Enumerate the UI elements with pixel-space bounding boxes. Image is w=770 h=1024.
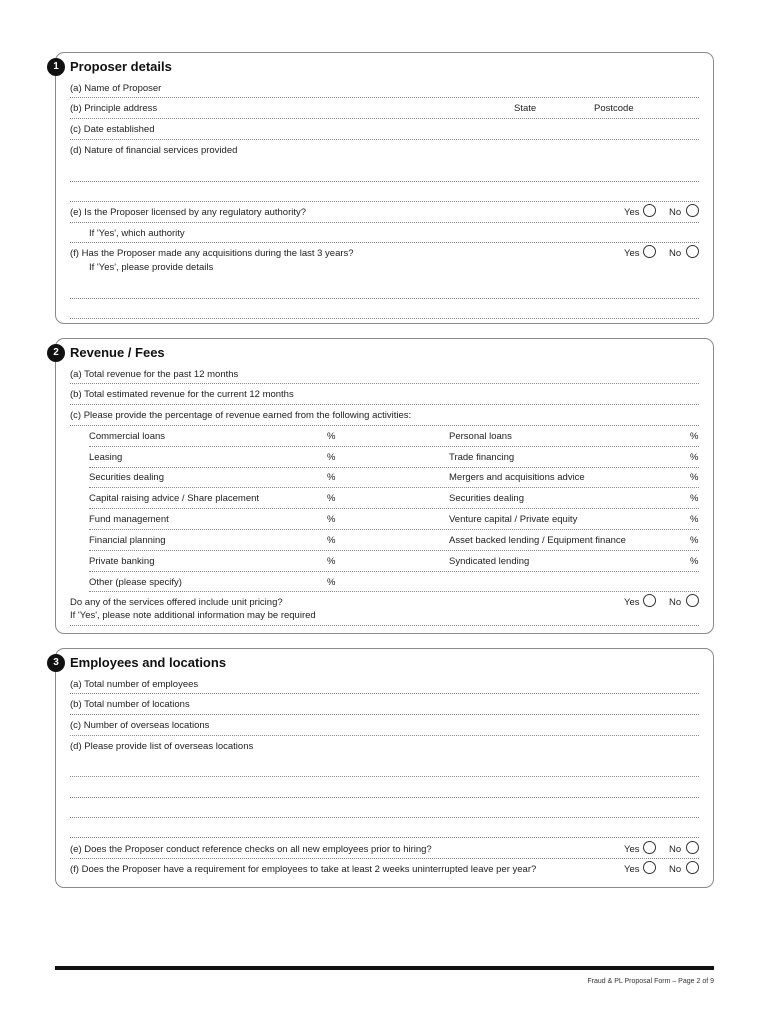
label-yes: Yes bbox=[624, 597, 640, 608]
activity-right-label: Trade financing bbox=[449, 452, 515, 463]
section-employees-locations bbox=[55, 648, 714, 888]
label-no: No bbox=[669, 597, 682, 608]
activity-field[interactable] bbox=[89, 571, 699, 572]
label-yes: Yes bbox=[624, 248, 640, 259]
pct-sign: % bbox=[690, 556, 699, 567]
field-total-employees[interactable] bbox=[70, 693, 699, 694]
section-title: Employees and locations bbox=[70, 655, 227, 670]
activity-field[interactable] bbox=[89, 487, 699, 488]
pct-sign: % bbox=[327, 535, 336, 546]
activity-right-label: Venture capital / Private equity bbox=[449, 514, 578, 525]
label-no: No bbox=[669, 207, 682, 218]
label-total-revenue-past: (a) Total revenue for the past 12 months bbox=[70, 369, 239, 380]
label-total-revenue-current: (b) Total estimated revenue for the current 12 months bbox=[70, 389, 294, 400]
pct-sign: % bbox=[327, 556, 336, 567]
label-unit-pricing-note: If 'Yes', please note additional information may be required bbox=[70, 610, 316, 621]
radio-leave-yes[interactable] bbox=[643, 861, 656, 874]
label-total-employees: (a) Total number of employees bbox=[70, 679, 199, 690]
radio-reference-checks-no[interactable] bbox=[686, 841, 699, 854]
field-overseas-list-2[interactable] bbox=[70, 797, 699, 798]
field-which-authority[interactable] bbox=[70, 242, 699, 243]
radio-acquisitions-no[interactable] bbox=[686, 245, 699, 258]
pct-sign: % bbox=[327, 493, 336, 504]
radio-acquisitions-yes[interactable] bbox=[643, 245, 656, 258]
activity-right-label: Syndicated lending bbox=[449, 556, 530, 567]
pct-sign: % bbox=[690, 452, 699, 463]
label-total-locations: (b) Total number of locations bbox=[70, 699, 190, 710]
field-principle-address[interactable] bbox=[70, 118, 699, 119]
activity-left-label: Financial planning bbox=[89, 535, 166, 546]
label-acquisitions-question: (f) Has the Proposer made any acquisitions during the last 3 years? bbox=[70, 248, 354, 259]
activity-field[interactable] bbox=[89, 467, 699, 468]
label-reference-checks-question: (e) Does the Proposer conduct reference checks on all new employees prior to hiring? bbox=[70, 844, 432, 855]
activity-field[interactable] bbox=[89, 446, 699, 447]
label-acquisitions-details: If 'Yes', please provide details bbox=[89, 262, 214, 273]
field-date-established[interactable] bbox=[70, 139, 699, 140]
activity-left-label: Private banking bbox=[89, 556, 155, 567]
field-overseas-list-1[interactable] bbox=[70, 776, 699, 777]
activity-field[interactable] bbox=[89, 550, 699, 551]
page-footer: Fraud & PL Proposal Form – Page 2 of 9 bbox=[587, 978, 714, 985]
pct-sign: % bbox=[690, 493, 699, 504]
label-yes: Yes bbox=[624, 864, 640, 875]
section-proposer-details bbox=[55, 52, 714, 324]
pct-sign: % bbox=[327, 472, 336, 483]
pct-sign: % bbox=[327, 514, 336, 525]
field-nature-of-services-1[interactable] bbox=[70, 181, 699, 182]
label-no: No bbox=[669, 864, 682, 875]
radio-leave-no[interactable] bbox=[686, 861, 699, 874]
section-title: Proposer details bbox=[70, 59, 172, 74]
section-title: Revenue / Fees bbox=[70, 345, 165, 360]
section-number-badge: 2 bbox=[47, 344, 65, 362]
pct-sign: % bbox=[327, 452, 336, 463]
pct-sign: % bbox=[327, 431, 336, 442]
radio-unit-pricing-yes[interactable] bbox=[643, 594, 656, 607]
label-postcode: Postcode bbox=[594, 103, 634, 114]
label-yes: Yes bbox=[624, 844, 640, 855]
pct-sign: % bbox=[690, 535, 699, 546]
label-no: No bbox=[669, 248, 682, 259]
field-name-of-proposer[interactable] bbox=[70, 97, 699, 98]
divider bbox=[70, 222, 699, 223]
radio-reference-checks-yes[interactable] bbox=[643, 841, 656, 854]
section-number-badge: 1 bbox=[47, 58, 65, 76]
field-overseas-list-3[interactable] bbox=[70, 817, 699, 818]
activity-field[interactable] bbox=[89, 591, 699, 592]
field-acquisitions-details-2[interactable] bbox=[70, 318, 699, 319]
radio-unit-pricing-no[interactable] bbox=[686, 594, 699, 607]
section-revenue-fees bbox=[55, 338, 714, 634]
radio-licensed-no[interactable] bbox=[686, 204, 699, 217]
activity-left-label: Capital raising advice / Share placement bbox=[89, 493, 260, 504]
field-total-revenue-current[interactable] bbox=[70, 404, 699, 405]
label-name-of-proposer: (a) Name of Proposer bbox=[70, 83, 162, 94]
pct-sign: % bbox=[690, 514, 699, 525]
label-date-established: (c) Date established bbox=[70, 124, 155, 135]
label-state: State bbox=[514, 103, 537, 114]
activity-right-label: Asset backed lending / Equipment finance bbox=[449, 535, 626, 546]
activity-left-label: Securities dealing bbox=[89, 472, 164, 483]
activity-left-label: Other (please specify) bbox=[89, 577, 182, 588]
activity-left-label: Fund management bbox=[89, 514, 169, 525]
label-yes: Yes bbox=[624, 207, 640, 218]
label-which-authority: If 'Yes', which authority bbox=[89, 228, 185, 239]
label-nature-of-services: (d) Nature of financial services provided bbox=[70, 145, 238, 156]
label-unit-pricing-question: Do any of the services offered include unit pricing? bbox=[70, 597, 283, 608]
activity-left-label: Leasing bbox=[89, 452, 123, 463]
pct-sign: % bbox=[690, 472, 699, 483]
field-nature-of-services-2[interactable] bbox=[70, 201, 699, 202]
label-principle-address: (b) Principle address bbox=[70, 103, 158, 114]
activity-right-label: Securities dealing bbox=[449, 493, 524, 504]
label-no: No bbox=[669, 844, 682, 855]
label-revenue-percentage: (c) Please provide the percentage of revenue earned from the following activities: bbox=[70, 410, 412, 421]
activity-right-label: Mergers and acquisitions advice bbox=[449, 472, 585, 483]
field-overseas-list-4[interactable] bbox=[70, 837, 699, 838]
label-licensed-question: (e) Is the Proposer licensed by any regulatory authority? bbox=[70, 207, 307, 218]
activity-field[interactable] bbox=[89, 529, 699, 530]
pct-sign: % bbox=[690, 431, 699, 442]
label-overseas-locations-list: (d) Please provide list of overseas locations bbox=[70, 741, 254, 752]
divider bbox=[70, 625, 699, 626]
divider bbox=[70, 425, 699, 426]
field-overseas-locations[interactable] bbox=[70, 735, 699, 736]
field-total-locations[interactable] bbox=[70, 714, 699, 715]
field-total-revenue-past[interactable] bbox=[70, 383, 699, 384]
activity-left-label: Commercial loans bbox=[89, 431, 166, 442]
divider bbox=[70, 858, 699, 859]
pct-sign: % bbox=[327, 577, 336, 588]
label-overseas-locations: (c) Number of overseas locations bbox=[70, 720, 210, 731]
label-leave-question: (f) Does the Proposer have a requirement for employees to take at least 2 weeks uninterrupted leave per year? bbox=[70, 864, 537, 875]
activity-right-label: Personal loans bbox=[449, 431, 512, 442]
field-acquisitions-details-1[interactable] bbox=[70, 298, 699, 299]
footer-rule bbox=[55, 966, 714, 970]
section-number-badge: 3 bbox=[47, 654, 65, 672]
radio-licensed-yes[interactable] bbox=[643, 204, 656, 217]
activity-field[interactable] bbox=[89, 508, 699, 509]
